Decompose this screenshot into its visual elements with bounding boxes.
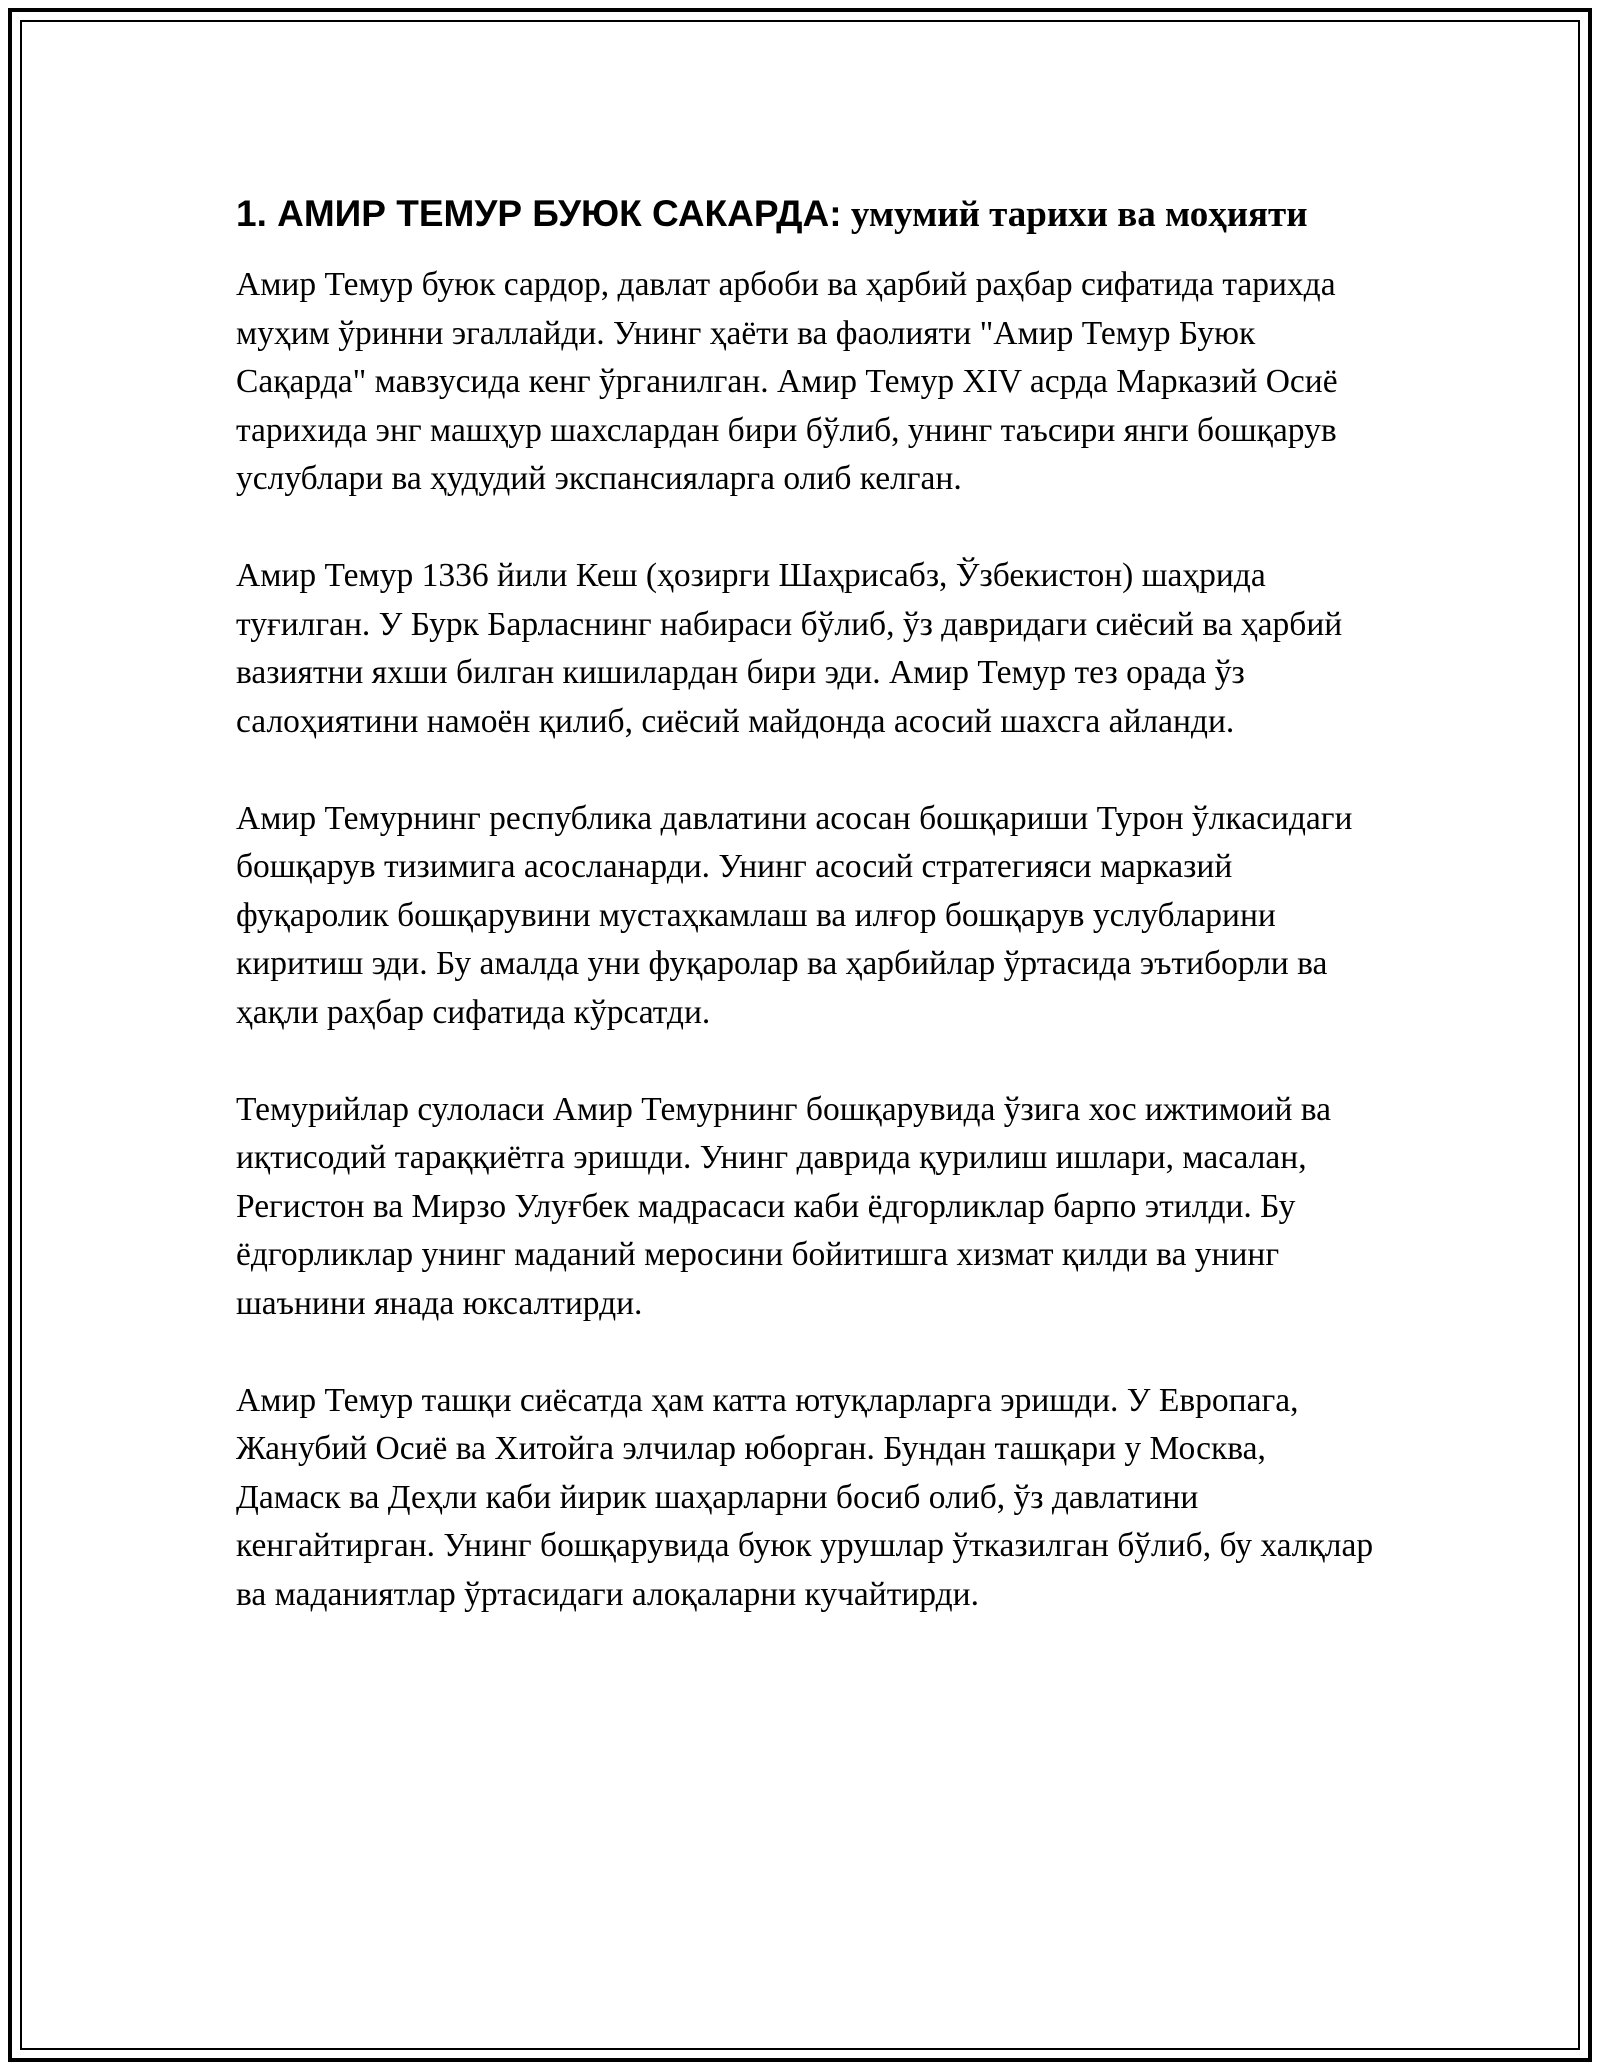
paragraph-5: Амир Темур ташқи сиёсатда ҳам катта ютуқларларга эришди. У Европага, Жанубий Осиё ва Хитойга элчилар юборган. Бундан ташқари у Москва, Дамаск ва Деҳли каби йирик шаҳарларни босиб олиб, ўз давлатини кенгайтирган. Унинг бошқарувида буюк урушлар ўтказилган бўлиб, бу халқлар ва маданиятлар ўртасидаги алоқаларни кучайтирди. xyxy=(236,1381,1374,1613)
document-heading xyxy=(236,186,1376,243)
paragraph-2: Амир Темур 1336 йили Кеш (ҳозирги Шаҳрисабз, Ўзбекистон) шаҳрида туғилган. У Бурк Барласнинг набираси бўлиб, ўз давридаги сиёсий ва ҳарбий вазиятни яхши билган кишилардан бири эди. Амир Темур тез орада ўз салоҳиятини намоён қилиб, сиёсий майдонда асосий шахсга айланди. xyxy=(236,557,1343,740)
paragraph-3: Амир Темурнинг республика давлатини асосан бошқариши Турон ўлкасидаги бошқарув тизимига асосланарди. Унинг асосий стратегияси марказий фуқаролик бошқарувини мустаҳкамлаш ва илғор бошқарув услубларини киритиш эди. Бу амалда уни фуқаролар ва ҳарбийлар ўртасида эътиборли ва ҳақли раҳбар сифатида кўрсатди. xyxy=(236,799,1353,1031)
heading-caps: 1. АМИР ТЕМУР БУЮК САКАРДА: xyxy=(236,193,842,234)
paragraph-4: Темурийлар сулоласи Амир Темурнинг бошқарувида ўзига хос ижтимоий ва иқтисодий тараққиётга эришди. Унинг даврида қурилиш ишлари, масалан, Регистон ва Мирзо Улуғбек мадрасаси каби ёдгорликлар барпо этилди. Бу ёдгорликлар унинг маданий меросини бойитишга хизмат қилди ва унинг шаънини янада юксалтирди. xyxy=(236,1090,1331,1322)
heading-tail: умумий тарихи ва моҳияти xyxy=(841,194,1308,235)
paragraph-1: Амир Темур буюк сардор, давлат арбоби ва ҳарбий раҳбар сифатида тарихда муҳим ўринни эгаллайди. Унинг ҳаёти ва фаолияти "Амир Темур Буюк Сақарда" мавзусида кенг ўрганилган. Амир Темур XIV асрда Марказий Осиё тарихида энг машҳур шахслардан бири бўлиб, унинг таъсири янги бошқарув услублари ва ҳудудий экспансияларга олиб келган. xyxy=(236,266,1338,497)
document-body xyxy=(236,186,1376,1668)
